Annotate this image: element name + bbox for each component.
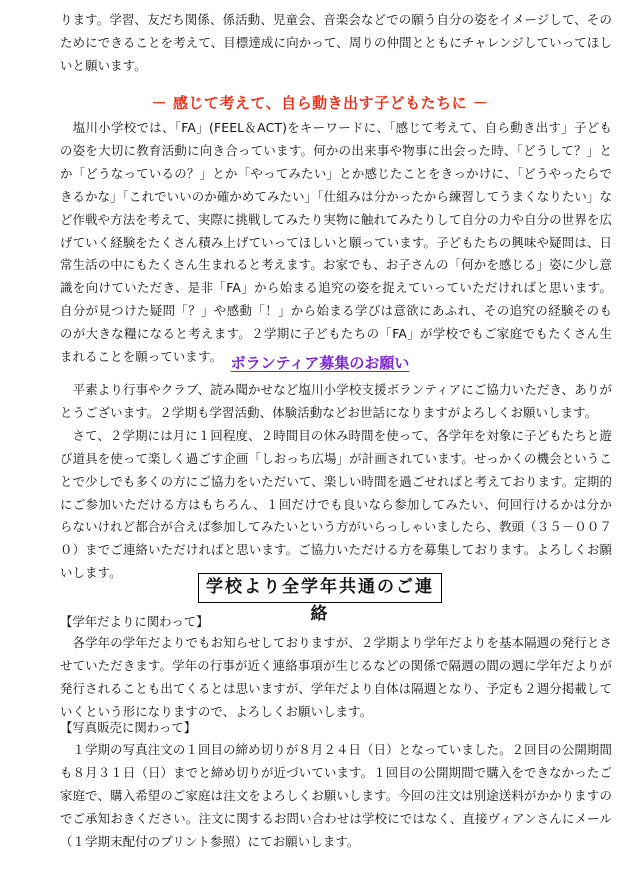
volunteer-section-body: 平素より行事やクラブ、読み聞かせなど塩川小学校支援ボランティアにご協力いただき、ありがとうございます。２学期も学習活動、体験活動などお世話になりますがよろしくお願いします。 さて、２学期には月に１回程度、２時間目の休み時間を使って、各学年を対象に子どもたちと遊び道具を使って楽しく過ごす企画「しおっち広場」が計画されています。せっかくの機会ということで少しでも多くの方にご協力をいただいて、楽しい時間を過ごせればと考えております。定期的にご参加いただける方はもちろん、１回だけでも良いなら参加してみたい、何回行けるかは分からないけれど都合が合えば参加してみたいという方がいらっしゃいましたら、教頭（３５－００７０）までご連絡いただければと思います。ご協力いただける方を募集しております。よろしくお願いします。	[60, 382, 612, 581]
intro-paragraph: ります。学習、友だち関係、係活動、児童会、音楽会などでの願う自分の姿をイメージして、そのためにできることを考えて、目標達成に向かって、周りの仲間とともにチャレンジしていってほしいと願います。	[60, 12, 612, 73]
photo-sales-label: 【写真販売に関わって】	[60, 720, 197, 735]
newsletter-body: 各学年の学年だよりでもお知らせしておりますが、２学期より学年だよりを基本隔週の発行とさせていただきます。学年の行事が近く連絡事項が生じるなどの関係で隔週の間の週に学年だよりが発行されることも出てくるとは思いますが、学年だより自体は隔週となり、予定も２週分掲載していくという形になりますので、よろしくお願いします。	[60, 635, 612, 719]
volunteer-section-heading	[0, 352, 640, 374]
fa-section-body: 塩川小学校では、「FA」(FEEL＆ACT)をキーワードに、「感じて考えて、自ら動き出す」子どもの姿を大切に教育活動に向き合っています。何かの出来事や物事に出会った時、「どうして？」とか「どうなっているの？」とか「やってみたい」とか感じたことをきっかけに、「どうやったらできるかな」「これでいいのか確かめてみたい」「仕組みは分かったから練習してうまくなりたい」など作戦や方法を考えて、実際に挑戦してみたり実物に触れてみたりして自分の力や自分の世界を広げていく経験をたくさん積み上げていってほしいと願っています。子どもたちの興味や疑問は、日常生活の中にもたくさん生まれると考えます。お家でも、お子さんの「何かを感じる」姿に少し意識を向けていただき、是非「FA」から始まる追究の姿を捉えていっていただければと思います。自分が見つけた疑問「？」や感動「！」から始まる学びは意欲にあふれ、その追究の経験そのものが大きな糧になると考えます。２学期に子どもたちの「FA」が学校でもご家庭でもたくさん生まれることを願っています。	[60, 120, 612, 365]
common-notice-heading: 学校より全学年共通のご連絡	[198, 573, 442, 603]
photo-sales-body: １学期の写真注文の１回目の締め切りが８月２４日（日）となっていました。２回目の公開期間も８月３１日（日）までと締め切りが近づいています。１回目の公開期間で購入をできなかったご家庭で、購入希望のご家庭は注文をよろしくお願いします。今回の注文は別途送料がかかりますのでご承知おきください。注文に関するお問い合わせは学校にではなく、直接ヴィアンさんにメール（１学期末配付のプリント参照）にてお願いします。	[60, 742, 612, 849]
fa-section-heading: － 感じて考えて、自ら動き出す子どもたちに －	[151, 94, 489, 112]
volunteer-heading-text: ボランティア募集のお願い	[230, 354, 410, 372]
newsletter-label: 【学年だよりに関わって】	[60, 614, 209, 629]
